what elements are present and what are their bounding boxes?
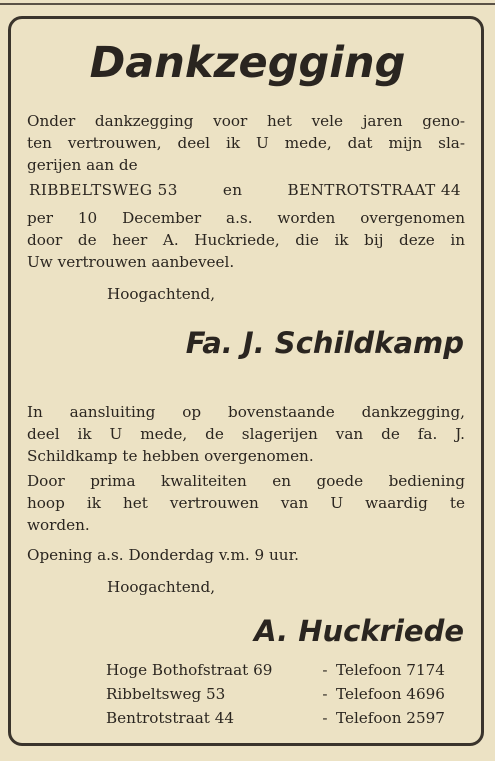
address-bentrotstraat: BENTROTSTRAAT 44 [287, 181, 461, 199]
transfer-line: Uw vertrouwen aanbeveel. [27, 253, 235, 271]
signature-schildkamp: Fa. J. Schildkamp [185, 326, 464, 360]
intro-line: Onder dankzegging voor het vele jaren geno- [27, 112, 465, 130]
intro-line: gerijen aan de [27, 156, 138, 174]
contact-separator: - [322, 661, 328, 679]
contact-row [106, 658, 466, 682]
contact-row [106, 706, 466, 730]
contact-address: Hoge Bothofstraat 69 [106, 661, 273, 679]
intro-paragraph [27, 110, 465, 176]
address-connector: en [222, 181, 243, 199]
quality-line: hoop ik het vertrouwen van U waardig te [27, 494, 465, 512]
opening-notice: Opening a.s. Donderdag v.m. 9 uur. [27, 546, 299, 564]
transfer-line: door de heer A. Huckriede, die ik bij deze in [27, 231, 465, 249]
reply-line: deel ik U mede, de slagerijen van de fa. J. [27, 425, 465, 443]
reply-paragraph [27, 401, 465, 467]
address-ribbeltsweg: RIBBELTSWEG 53 [29, 181, 178, 199]
contact-phone: Telefoon 7174 [336, 661, 445, 679]
contact-separator: - [322, 685, 328, 703]
contact-address: Bentrotstraat 44 [106, 709, 235, 727]
quality-line: worden. [27, 516, 90, 534]
reply-line: In aansluiting op bovenstaande dankzegging, [27, 403, 465, 421]
transfer-paragraph [27, 207, 465, 273]
signature-huckriede: A. Huckriede [254, 614, 464, 648]
contact-list [106, 658, 466, 730]
contact-address: Ribbeltsweg 53 [106, 685, 226, 703]
intro-line: ten vertrouwen, deel ik U mede, dat mijn sla- [27, 134, 465, 152]
greeting-first: Hoogachtend, [107, 285, 216, 303]
shop-addresses [29, 181, 461, 199]
greeting-second: Hoogachtend, [107, 578, 216, 596]
contact-row [106, 682, 466, 706]
ad-title: Dankzegging [89, 38, 406, 88]
contact-phone: Telefoon 2597 [336, 709, 445, 727]
top-rule [0, 3, 495, 5]
reply-line: Schildkamp te hebben overgenomen. [27, 447, 314, 465]
contact-separator: - [322, 709, 328, 727]
quality-line: Door prima kwaliteiten en goede bediening [27, 472, 465, 490]
quality-paragraph [27, 470, 465, 536]
transfer-line: per 10 December a.s. worden overgenomen [27, 209, 465, 227]
contact-phone: Telefoon 4696 [336, 685, 445, 703]
